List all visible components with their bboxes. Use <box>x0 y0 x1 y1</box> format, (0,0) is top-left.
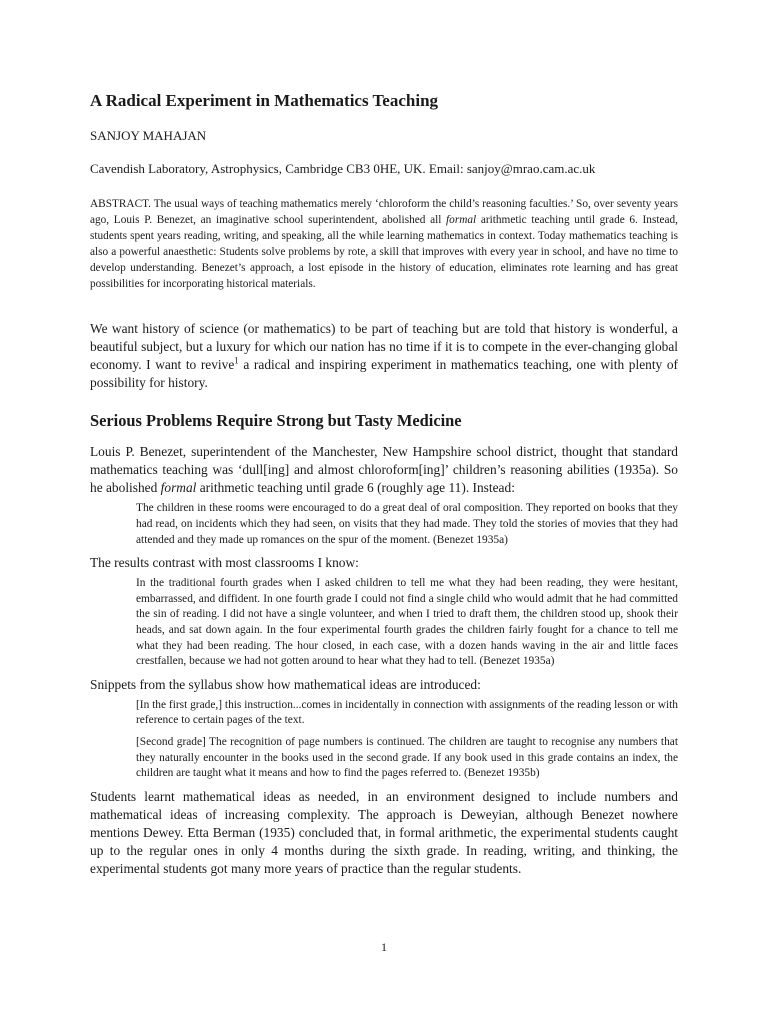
block-quote-1: The children in these rooms were encouraged to do a great deal of oral composition. They reported on books that they had read, on incidents which they had seen, on visits that they had made. They told the stories of movies that they had attended and they made up romances on the spur of the moment. (Benezet 1935a) <box>136 502 678 546</box>
closing-paragraph: Students learnt mathematical ideas as needed, in an environment designed to include numbers and mathematical ideas of increasing complexity. The approach is Deweyian, although Benezet nowhere mentions Dewey. Etta Berman (1935) concluded that, in formal arithmetic, the experimental students caught up to the regular ones in only 4 months during the sixth grade. In reading, writing, and thinking, the experimental students got many more years of practice than the regular students. <box>90 788 678 876</box>
section-text-2: arithmetic teaching until grade 6 (roughly age 11). Instead: <box>196 480 515 496</box>
intro-text-1: We want history of science (or mathematics) to be part of teaching but are told that history is wonderful, a beautiful subject, but a luxury for which our nation has no time if it is to compete in the ever-changing global economy. I want to revive <box>90 321 678 373</box>
lead-paragraph-2: The results contrast with most classrooms I know: <box>90 555 359 571</box>
abstract-text-2: arithmetic teaching until grade 6. Instead, students spent years reading, writing, and speaking, all the while learning mathematics in context. Today mathematics teaching is also a powerful anaesthetic: Students solve problems by rote, a skill that improves with every year in school, and have no time to develop understanding. Benezet’s approach, a lost episode in the history of education, eliminates rote learning and has great possibilities for incorporating historical materials. <box>90 213 678 290</box>
section-paragraph <box>90 443 678 497</box>
author-name: SANJOY MAHAJAN <box>90 128 207 143</box>
section-heading: Serious Problems Require Strong but Tasty Medicine <box>90 411 462 431</box>
intro-text-2: a radical and inspiring experiment in mathematics teaching, one with plenty of possibility for history. <box>90 357 678 391</box>
block-quote-2: In the traditional fourth grades when I asked children to tell me what they had been reading, they were hesitant, embarrassed, and diffident. In one fourth grade I could not find a single child who would admit that he had committed the sin of reading. I did not have a single volunteer, and when I tried to draft them, the children stood up, shook their heads, and sat down again. In the four experimental fourth grades the children fairly fought for a chance to tell me what they had been reading. The hour closed, in each case, with a dozen hands waving in the air and little faces crestfallen, because we had not gotten around to hear what they had to tell. (Benezet 1935a) <box>136 577 678 668</box>
abstract-emphasis: formal <box>446 213 477 226</box>
block-quote-3b: [Second grade] The recognition of page numbers is continued. The children are taught to recognise any numbers that they naturally encounter in the books used in the second grade. If any book used in this grade contains an index, the children are taught what it means and how to find the pages referred to. (Benezet 1935b) <box>136 735 678 780</box>
footnote-marker: 1 <box>234 355 239 366</box>
lead-paragraph-3: Snippets from the syllabus show how mathematical ideas are introduced: <box>90 676 481 692</box>
page-number: 1 <box>381 940 387 954</box>
section-text-1: Louis P. Benezet, superintendent of the Manchester, New Hampshire school district, thought that standard mathematics teaching was ‘dull[ing] and almost chloroform[ing]’ children’s reasoning abilities (1935a). So he abolished <box>90 444 678 496</box>
abstract-text-1: The usual ways of teaching mathematics merely ‘chloroform the child’s reasoning faculties.’ So, over seventy years ago, Louis P. Benezet, an imaginative school superintendent, abolished all <box>90 198 678 226</box>
section-emphasis: formal <box>160 480 197 496</box>
paper-title: A Radical Experiment in Mathematics Teaching <box>90 91 439 110</box>
author-affiliation: Cavendish Laboratory, Astrophysics, Cambridge CB3 0HE, UK. Email: sanjoy@mrao.cam.ac.uk <box>90 161 596 176</box>
abstract <box>90 197 678 292</box>
block-quote-3a: [In the first grade,] this instruction...comes in incidentally in connection with assignments of the reading lesson or with reference to certain pages of the text. <box>136 698 678 727</box>
abstract-label: ABSTRACT. <box>90 198 151 210</box>
intro-paragraph <box>90 320 678 392</box>
